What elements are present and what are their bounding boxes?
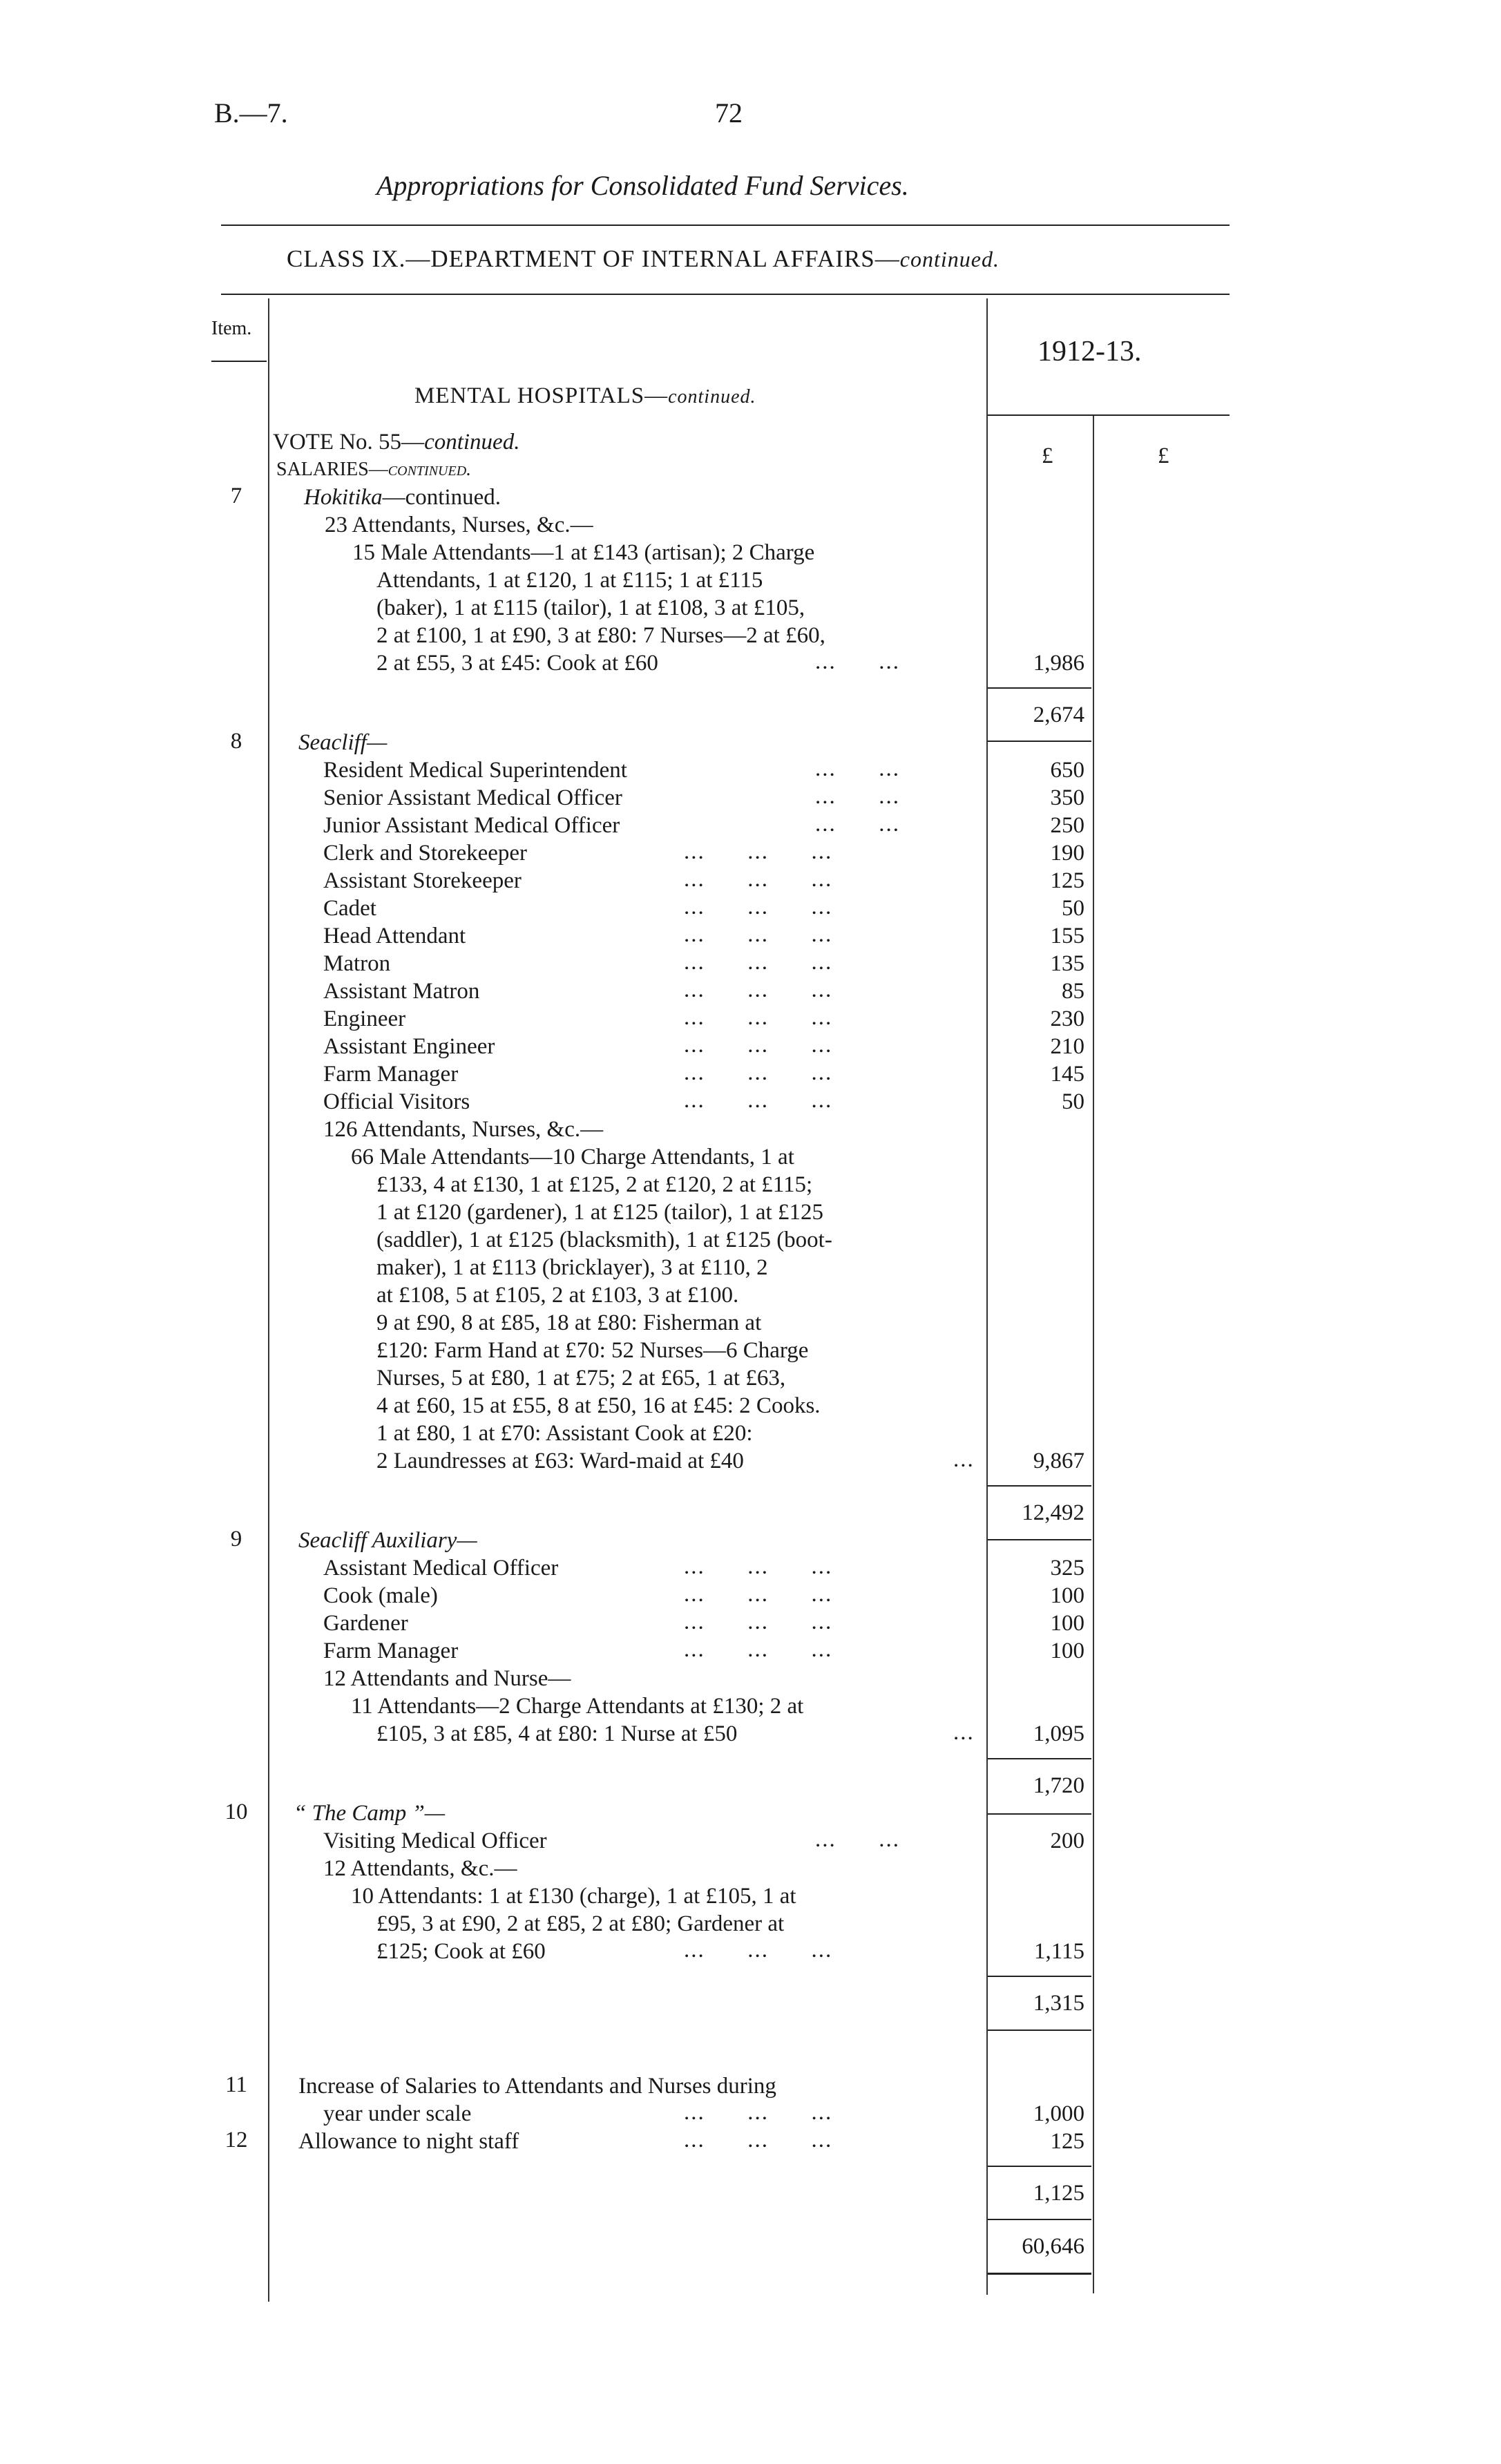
hokitika-detail-line-4: 2 at £100, 1 at £90, 3 at £80: 7 Nurses—2 at £60, [376, 623, 825, 648]
leader-dots: ... [953, 1720, 975, 1745]
camp-attendants-amount: 1,115 [1033, 1939, 1084, 1964]
seacliff-row-amount: 50 [1062, 1089, 1084, 1114]
camp-total: 1,315 [1033, 1991, 1084, 2016]
subtotal-rule [988, 1485, 1091, 1487]
increase-line-1: Increase of Salaries to Attendants and Nurses during [298, 2074, 776, 2099]
seacliff-row-label: Engineer [323, 1006, 406, 1031]
vote-heading [273, 428, 519, 456]
year-column-header: 1912-13. [1038, 336, 1142, 367]
page-title: Appropriations for Consolidated Fund Services. [376, 170, 909, 201]
leader-dots: ... ... [815, 1827, 900, 1852]
salaries-heading-text: SALARIES— [276, 459, 388, 480]
leader-dots: ... ... ... [684, 1554, 833, 1579]
leader-dots: ... ... ... [684, 1582, 833, 1607]
leader-dots: ... ... [815, 812, 900, 837]
seacliff-detail-line: (saddler), 1 at £125 (blacksmith), 1 at £125 (boot- [376, 1228, 832, 1252]
auxiliary-row-label: Cook (male) [323, 1583, 438, 1608]
hokitika-detail-line-5: 2 at £55, 3 at £45: Cook at £60 [376, 651, 658, 676]
auxiliary-row-label: Assistant Medical Officer [323, 1556, 559, 1580]
camp-row-label: Visiting Medical Officer [323, 1828, 547, 1853]
class-rule [221, 294, 1230, 295]
section-title [414, 383, 756, 409]
page-number: 72 [715, 97, 743, 128]
camp-attendants-heading: 12 Attendants, &c.— [323, 1856, 517, 1881]
auxiliary-row-label: Farm Manager [323, 1639, 459, 1663]
hokitika-attendants-amount: 1,986 [1033, 651, 1084, 676]
total-rule [988, 1813, 1091, 1815]
seacliff-row-amount: 650 [1050, 758, 1084, 783]
camp-detail-line-1: 10 Attendants: 1 at £130 (charge), 1 at £105, 1 at [351, 1884, 796, 1909]
seacliff-row-amount: 135 [1050, 951, 1084, 976]
auxiliary-attendants-heading: 12 Attendants and Nurse— [323, 1666, 571, 1691]
items-11-12-total: 1,125 [1033, 2181, 1084, 2206]
seacliff-row-label: Resident Medical Superintendent [323, 758, 627, 783]
item-column-header: Item. [211, 318, 252, 339]
leader-dots: ... ... ... [684, 2128, 833, 2152]
seacliff-row-amount: 145 [1050, 1062, 1084, 1087]
item-number-9: 9 [230, 1527, 242, 1551]
leader-dots: ... ... [815, 784, 900, 809]
seacliff-detail-line: maker), 1 at £113 (bricklayer), 3 at £110, 2 [376, 1255, 768, 1280]
leader-dots: ... ... ... [684, 1610, 833, 1634]
hokitika-detail-line-2: Attendants, 1 at £120, 1 at £115; 1 at £115 [376, 568, 763, 593]
seacliff-row-amount: 350 [1050, 785, 1084, 810]
hokitika-continued: —continued. [382, 485, 501, 510]
leader-dots: ... ... ... [684, 1088, 833, 1113]
item-header-rule [211, 361, 267, 362]
seacliff-row-amount: 85 [1062, 979, 1084, 1004]
auxiliary-row-amount: 325 [1050, 1556, 1084, 1580]
leader-dots: ... ... ... [684, 1033, 833, 1058]
section-title-continued: continued. [668, 386, 756, 408]
salaries-heading-continued: continued. [388, 459, 472, 480]
hokitika-total: 2,674 [1033, 703, 1084, 727]
pound-column-divider [1093, 414, 1094, 2293]
seacliff-heading: Seacliff— [298, 730, 388, 755]
subtotal-rule [988, 1976, 1091, 1977]
auxiliary-detail-line-2: £105, 3 at £85, 4 at £80: 1 Nurse at £50 [376, 1721, 738, 1746]
class-heading-continued: continued. [899, 247, 1000, 271]
camp-detail-line-2: £95, 3 at £90, 2 at £85, 2 at £80; Gardener at [376, 1911, 785, 1936]
seacliff-detail-line: 1 at £120 (gardener), 1 at £125 (tailor), 1 at £125 [376, 1200, 823, 1225]
leader-dots: ... ... ... [684, 1005, 833, 1030]
leader-dots: ... ... ... [684, 839, 833, 864]
total-rule [988, 741, 1091, 742]
seacliff-row-amount: 230 [1050, 1006, 1084, 1031]
auxiliary-row-amount: 100 [1050, 1611, 1084, 1636]
total-rule [988, 2219, 1091, 2220]
seacliff-row-label: Cadet [323, 896, 376, 921]
leader-dots: ... ... [815, 756, 900, 781]
leader-dots: ... ... ... [684, 867, 833, 892]
seacliff-detail-line: 2 Laundresses at £63: Ward-maid at £40 [376, 1449, 744, 1473]
seacliff-row-label: Farm Manager [323, 1062, 459, 1087]
subtotal-rule [988, 1758, 1091, 1759]
vote-heading-continued: continued. [424, 430, 520, 455]
seacliff-attendants-heading: 126 Attendants, Nurses, &c.— [323, 1117, 604, 1142]
increase-amount: 1,000 [1033, 2101, 1084, 2126]
leader-dots: ... ... ... [684, 950, 833, 975]
class-heading [287, 245, 1000, 273]
header-rule [221, 225, 1230, 226]
auxiliary-row-amount: 100 [1050, 1639, 1084, 1663]
hokitika-detail-line-3: (baker), 1 at £115 (tailor), 1 at £108, 3 at £105, [376, 595, 805, 620]
salaries-heading [276, 456, 471, 484]
pound-symbol-col1: £ [1042, 443, 1053, 468]
subtotal-rule [988, 687, 1091, 689]
seacliff-detail-line: 4 at £60, 15 at £55, 8 at £50, 16 at £45: 2 Cooks. [376, 1393, 821, 1418]
seacliff-row-label: Junior Assistant Medical Officer [323, 813, 620, 838]
grand-total-rule [988, 2273, 1091, 2275]
camp-detail-line-3: £125; Cook at £60 [376, 1939, 546, 1964]
camp-row-amount: 200 [1050, 1828, 1084, 1853]
seacliff-row-amount: 190 [1050, 841, 1084, 866]
seacliff-detail-line: £133, 4 at £130, 1 at £125, 2 at £120, 2 at £115; [376, 1172, 813, 1197]
seacliff-detail-line: Nurses, 5 at £80, 1 at £75; 2 at £65, 1 at £63, [376, 1366, 786, 1391]
leader-dots: ... ... ... [684, 1637, 833, 1662]
seacliff-row-label: Official Visitors [323, 1089, 470, 1114]
hokitika-detail-line-1: 15 Male Attendants—1 at £143 (artisan); 2 Charge [352, 540, 815, 565]
item-column-divider [268, 298, 269, 2302]
leader-dots: ... [953, 1447, 975, 1472]
seacliff-detail-line: £120: Farm Hand at £70: 52 Nurses—6 Charge [376, 1338, 809, 1363]
section-title-text: MENTAL HOSPITALS— [414, 383, 669, 408]
grand-total: 60,646 [1022, 2234, 1084, 2259]
document-reference: B.—7. [214, 97, 288, 128]
seacliff-row-label: Assistant Storekeeper [323, 868, 522, 893]
seacliff-total: 12,492 [1022, 1500, 1084, 1525]
seacliff-row-label: Senior Assistant Medical Officer [323, 785, 622, 810]
total-rule [988, 2030, 1091, 2031]
seacliff-row-amount: 210 [1050, 1034, 1084, 1059]
hokitika-attendants-heading: 23 Attendants, Nurses, &c.— [325, 513, 593, 537]
item-number-10: 10 [224, 1799, 248, 1824]
seacliff-row-amount: 250 [1050, 813, 1084, 838]
increase-line-2: year under scale [323, 2101, 472, 2126]
total-rule [988, 1539, 1091, 1540]
auxiliary-row-label: Gardener [323, 1611, 408, 1636]
pound-symbol-col2: £ [1158, 443, 1169, 468]
leader-dots: ... ... ... [684, 977, 833, 1002]
seacliff-row-label: Assistant Matron [323, 979, 480, 1004]
seacliff-row-label: Matron [323, 951, 391, 976]
seacliff-row-amount: 125 [1050, 868, 1084, 893]
hokitika-heading [304, 484, 501, 511]
leader-dots: ... ... ... [684, 2100, 833, 2125]
night-staff-amount: 125 [1050, 2129, 1084, 2154]
leader-dots: ... ... ... [684, 922, 833, 947]
leader-dots: ... ... ... [684, 1060, 833, 1085]
seacliff-detail-line: 9 at £90, 8 at £85, 18 at £80: Fisherman at [376, 1310, 762, 1335]
night-staff-label: Allowance to night staff [298, 2129, 519, 2154]
class-heading-text: CLASS IX.—DEPARTMENT OF INTERNAL AFFAIRS— [287, 245, 900, 272]
subtotal-rule [988, 2166, 1091, 2167]
item-number-12: 12 [224, 2128, 248, 2152]
leader-dots: ... ... ... [684, 1938, 833, 1962]
hokitika-name: Hokitika [304, 485, 383, 510]
seacliff-attendants-amount: 9,867 [1033, 1449, 1084, 1473]
item-number-7: 7 [230, 484, 242, 508]
vote-heading-text: VOTE No. 55— [273, 430, 425, 455]
seacliff-row-label: Head Attendant [323, 924, 466, 948]
seacliff-row-amount: 50 [1062, 896, 1084, 921]
seacliff-detail-line: 1 at £80, 1 at £70: Assistant Cook at £20: [376, 1421, 753, 1446]
camp-heading: “ The Camp ”— [294, 1801, 446, 1826]
seacliff-row-label: Clerk and Storekeeper [323, 841, 528, 866]
auxiliary-attendants-amount: 1,095 [1033, 1721, 1084, 1746]
auxiliary-total: 1,720 [1033, 1773, 1084, 1798]
auxiliary-heading: Seacliff Auxiliary— [298, 1528, 477, 1553]
seacliff-row-label: Assistant Engineer [323, 1034, 495, 1059]
auxiliary-row-amount: 100 [1050, 1583, 1084, 1608]
seacliff-detail-line: at £108, 5 at £105, 2 at £103, 3 at £100. [376, 1283, 739, 1308]
leader-dots: ... ... ... [684, 895, 833, 919]
seacliff-row-amount: 155 [1050, 924, 1084, 948]
item-number-11: 11 [225, 2072, 247, 2097]
item-number-8: 8 [230, 729, 242, 754]
year-header-rule [988, 414, 1230, 416]
seacliff-detail-line: 66 Male Attendants—10 Charge Attendants, 1 at [351, 1145, 794, 1169]
leader-dots: ... ... [815, 649, 900, 674]
auxiliary-detail-line-1: 11 Attendants—2 Charge Attendants at £130; 2 at [351, 1694, 804, 1719]
